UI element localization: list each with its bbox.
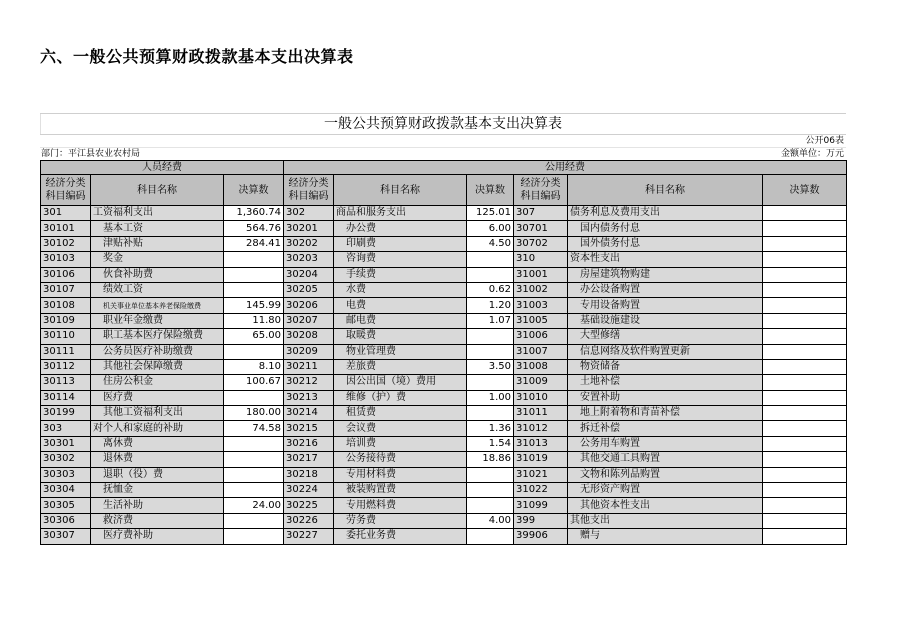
amount-cell (763, 252, 847, 267)
amount-cell: 1,360.74 (224, 206, 284, 221)
amount-cell: 1.36 (467, 421, 514, 436)
item-name-cell: 办公设备购置 (568, 282, 763, 297)
item-name-cell: 国外债务付息 (568, 236, 763, 251)
item-name-cell: 职业年金缴费 (91, 313, 224, 328)
economic-code-cell: 30112 (41, 359, 91, 374)
amount-cell: 18.86 (467, 452, 514, 467)
item-name-cell: 房屋建筑物购建 (568, 267, 763, 282)
col-code-1: 经济分类科目编码 (41, 175, 91, 206)
economic-code-cell: 30225 (284, 498, 334, 513)
item-name-cell: 会议费 (334, 421, 467, 436)
amount-cell (763, 298, 847, 313)
item-name-cell: 取暖费 (334, 329, 467, 344)
item-name-cell: 物业管理费 (334, 344, 467, 359)
amount-cell (763, 406, 847, 421)
item-name-cell: 机关事业单位基本养老保险缴费 (91, 298, 224, 313)
economic-code-cell: 30302 (41, 452, 91, 467)
economic-code-cell: 31013 (514, 436, 568, 451)
item-name-cell: 因公出国（境）费用 (334, 375, 467, 390)
economic-code-cell: 30106 (41, 267, 91, 282)
amount-cell (763, 467, 847, 482)
item-name-cell: 退职（役）费 (91, 467, 224, 482)
economic-code-cell: 30217 (284, 452, 334, 467)
economic-code-cell: 30209 (284, 344, 334, 359)
economic-code-cell: 310 (514, 252, 568, 267)
economic-code-cell: 30103 (41, 252, 91, 267)
economic-code-cell: 30301 (41, 436, 91, 451)
economic-code-cell: 31009 (514, 375, 568, 390)
economic-code-cell: 31010 (514, 390, 568, 405)
item-name-cell: 专用燃料费 (334, 498, 467, 513)
item-name-cell: 电费 (334, 298, 467, 313)
amount-cell (763, 375, 847, 390)
amount-cell (467, 529, 514, 544)
table-title: 一般公共预算财政拨款基本支出决算表 (324, 116, 562, 132)
item-name-cell: 信息网络及软件购置更新 (568, 344, 763, 359)
amount-cell (467, 498, 514, 513)
amount-cell: 100.67 (224, 375, 284, 390)
item-name-cell: 培训费 (334, 436, 467, 451)
amount-cell (763, 267, 847, 282)
item-name-cell: 差旅费 (334, 359, 467, 374)
economic-code-cell: 31022 (514, 483, 568, 498)
item-name-cell: 其他资本性支出 (568, 498, 763, 513)
amount-cell (763, 329, 847, 344)
item-name-cell: 抚恤金 (91, 483, 224, 498)
item-name-cell: 专用材料费 (334, 467, 467, 482)
table-row (41, 206, 847, 221)
item-name-cell: 安置补助 (568, 390, 763, 405)
economic-code-cell: 31002 (514, 282, 568, 297)
amount-cell (224, 452, 284, 467)
amount-cell (224, 436, 284, 451)
table-row (41, 483, 847, 498)
amount-cell (763, 313, 847, 328)
amount-cell (763, 452, 847, 467)
amount-cell (224, 529, 284, 544)
amount-cell (467, 329, 514, 344)
item-name-cell: 住房公积金 (91, 375, 224, 390)
economic-code-cell: 30307 (41, 529, 91, 544)
economic-code-cell: 30216 (284, 436, 334, 451)
amount-cell (467, 483, 514, 498)
item-name-cell: 伙食补助费 (91, 267, 224, 282)
item-name-cell: 离休费 (91, 436, 224, 451)
amount-cell: 1.00 (467, 390, 514, 405)
amount-cell (763, 529, 847, 544)
economic-code-cell: 30111 (41, 344, 91, 359)
economic-code-cell: 31005 (514, 313, 568, 328)
amount-cell (224, 282, 284, 297)
economic-code-cell: 30107 (41, 282, 91, 297)
item-name-cell: 印刷费 (334, 236, 467, 251)
table-row (41, 498, 847, 513)
amount-cell (224, 390, 284, 405)
table-row (41, 236, 847, 251)
amount-cell (763, 282, 847, 297)
col-amount-2: 决算数 (467, 175, 514, 206)
economic-code-cell: 31099 (514, 498, 568, 513)
item-name-cell: 对个人和家庭的补助 (91, 421, 224, 436)
economic-code-cell: 31011 (514, 406, 568, 421)
amount-cell: 74.58 (224, 421, 284, 436)
amount-cell: 1.54 (467, 436, 514, 451)
amount-cell (224, 344, 284, 359)
item-name-cell: 大型修缮 (568, 329, 763, 344)
economic-code-cell: 30211 (284, 359, 334, 374)
amount-cell: 4.00 (467, 513, 514, 528)
economic-code-cell: 303 (41, 421, 91, 436)
table-title-row (40, 113, 846, 135)
amount-cell (224, 467, 284, 482)
item-name-cell: 地上附着物和青苗补偿 (568, 406, 763, 421)
economic-code-cell: 30303 (41, 467, 91, 482)
table-row (41, 452, 847, 467)
amount-cell: 8.10 (224, 359, 284, 374)
amount-cell (763, 498, 847, 513)
item-name-cell: 绩效工资 (91, 282, 224, 297)
item-name-cell: 奖金 (91, 252, 224, 267)
col-amount-3: 决算数 (763, 175, 847, 206)
economic-code-cell: 30206 (284, 298, 334, 313)
item-name-cell: 其他支出 (568, 513, 763, 528)
economic-code-cell: 30207 (284, 313, 334, 328)
amount-cell (467, 267, 514, 282)
amount-cell: 0.62 (467, 282, 514, 297)
table-row (41, 313, 847, 328)
economic-code-cell: 30215 (284, 421, 334, 436)
department-row (40, 148, 846, 160)
item-name-cell: 物资储备 (568, 359, 763, 374)
economic-code-cell: 30227 (284, 529, 334, 544)
economic-code-cell: 30702 (514, 236, 568, 251)
table-row (41, 221, 847, 236)
item-name-cell: 文物和陈列品购置 (568, 467, 763, 482)
col-amount-1: 决算数 (224, 175, 284, 206)
table-body (41, 206, 847, 545)
economic-code-cell: 30306 (41, 513, 91, 528)
item-name-cell: 国内债务付息 (568, 221, 763, 236)
amount-cell: 564.76 (224, 221, 284, 236)
economic-code-cell: 307 (514, 206, 568, 221)
item-name-cell: 公务接待费 (334, 452, 467, 467)
group-header-row (41, 161, 847, 175)
table-row (41, 406, 847, 421)
economic-code-cell: 31006 (514, 329, 568, 344)
amount-cell (224, 267, 284, 282)
item-name-cell: 其他交通工具购置 (568, 452, 763, 467)
amount-cell (763, 390, 847, 405)
table-row (41, 375, 847, 390)
item-name-cell: 医疗费补助 (91, 529, 224, 544)
item-name-cell: 租赁费 (334, 406, 467, 421)
economic-code-cell: 30208 (284, 329, 334, 344)
economic-code-cell: 30113 (41, 375, 91, 390)
economic-code-cell: 30205 (284, 282, 334, 297)
item-name-cell: 拆迁补偿 (568, 421, 763, 436)
amount-cell (763, 421, 847, 436)
economic-code-cell: 30213 (284, 390, 334, 405)
table-row (41, 298, 847, 313)
amount-cell (763, 436, 847, 451)
col-code-2: 经济分类科目编码 (284, 175, 334, 206)
amount-cell (467, 375, 514, 390)
economic-code-cell: 30201 (284, 221, 334, 236)
item-name-cell: 退休费 (91, 452, 224, 467)
economic-code-cell: 30204 (284, 267, 334, 282)
economic-code-cell: 30226 (284, 513, 334, 528)
amount-cell (224, 483, 284, 498)
amount-cell: 11.80 (224, 313, 284, 328)
item-name-cell: 土地补偿 (568, 375, 763, 390)
item-name-cell: 工资福利支出 (91, 206, 224, 221)
economic-code-cell: 30199 (41, 406, 91, 421)
economic-code-cell: 30701 (514, 221, 568, 236)
economic-code-cell: 30305 (41, 498, 91, 513)
table-row (41, 359, 847, 374)
item-name-cell: 无形资产购置 (568, 483, 763, 498)
amount-cell (763, 359, 847, 374)
item-name-cell: 资本性支出 (568, 252, 763, 267)
amount-cell (224, 252, 284, 267)
economic-code-cell: 30110 (41, 329, 91, 344)
economic-code-cell: 30101 (41, 221, 91, 236)
economic-code-cell: 30304 (41, 483, 91, 498)
item-name-cell: 咨询费 (334, 252, 467, 267)
item-name-cell: 医疗费 (91, 390, 224, 405)
table-row (41, 529, 847, 544)
item-name-cell: 邮电费 (334, 313, 467, 328)
economic-code-cell: 31019 (514, 452, 568, 467)
economic-code-cell: 30224 (284, 483, 334, 498)
economic-code-cell: 30218 (284, 467, 334, 482)
col-name-3: 科目名称 (568, 175, 763, 206)
table-row (41, 267, 847, 282)
col-code-3: 经济分类科目编码 (514, 175, 568, 206)
item-name-cell: 生活补助 (91, 498, 224, 513)
table-row (41, 421, 847, 436)
economic-code-cell: 31012 (514, 421, 568, 436)
amount-cell: 125.01 (467, 206, 514, 221)
unit-label: 金额单位：万元 (780, 149, 844, 159)
economic-code-cell: 30202 (284, 236, 334, 251)
amount-cell: 1.07 (467, 313, 514, 328)
economic-code-cell: 30203 (284, 252, 334, 267)
form-code-row (40, 135, 846, 148)
item-name-cell: 其他工资福利支出 (91, 406, 224, 421)
amount-cell (763, 236, 847, 251)
economic-code-cell: 31008 (514, 359, 568, 374)
table-row (41, 329, 847, 344)
economic-code-cell: 31003 (514, 298, 568, 313)
amount-cell: 284.41 (224, 236, 284, 251)
economic-code-cell: 399 (514, 513, 568, 528)
item-name-cell: 被装购置费 (334, 483, 467, 498)
amount-cell (467, 467, 514, 482)
item-name-cell: 津贴补贴 (91, 236, 224, 251)
amount-cell (763, 206, 847, 221)
column-header-row (41, 175, 847, 206)
economic-code-cell: 302 (284, 206, 334, 221)
amount-cell: 4.50 (467, 236, 514, 251)
economic-code-cell: 301 (41, 206, 91, 221)
item-name-cell: 债务利息及费用支出 (568, 206, 763, 221)
item-name-cell: 委托业务费 (334, 529, 467, 544)
amount-cell: 1.20 (467, 298, 514, 313)
item-name-cell: 其他社会保障缴费 (91, 359, 224, 374)
table-row (41, 282, 847, 297)
amount-cell (224, 513, 284, 528)
amount-cell (467, 344, 514, 359)
amount-cell: 65.00 (224, 329, 284, 344)
economic-code-cell: 30212 (284, 375, 334, 390)
item-name-cell: 劳务费 (334, 513, 467, 528)
page-heading: 六、一般公共预算财政拨款基本支出决算表 (40, 47, 354, 66)
amount-cell (763, 513, 847, 528)
item-name-cell: 维修（护）费 (334, 390, 467, 405)
item-name-cell: 基本工资 (91, 221, 224, 236)
economic-code-cell: 31021 (514, 467, 568, 482)
item-name-cell: 赠与 (568, 529, 763, 544)
table-row (41, 390, 847, 405)
amount-cell (763, 221, 847, 236)
amount-cell (467, 252, 514, 267)
economic-code-cell: 30102 (41, 236, 91, 251)
amount-cell (763, 483, 847, 498)
amount-cell: 6.00 (467, 221, 514, 236)
item-name-cell: 专用设备购置 (568, 298, 763, 313)
table-row (41, 513, 847, 528)
economic-code-cell: 31001 (514, 267, 568, 282)
item-name-cell: 基础设施建设 (568, 313, 763, 328)
amount-cell (763, 344, 847, 359)
col-name-2: 科目名称 (334, 175, 467, 206)
table-row (41, 467, 847, 482)
col-name-1: 科目名称 (91, 175, 224, 206)
public-group-header: 公用经费 (284, 161, 847, 175)
table-row (41, 344, 847, 359)
item-name-cell: 职工基本医疗保险缴费 (91, 329, 224, 344)
expenditure-table (40, 160, 847, 545)
amount-cell: 24.00 (224, 498, 284, 513)
item-name-cell: 公务用车购置 (568, 436, 763, 451)
economic-code-cell: 30109 (41, 313, 91, 328)
department-label: 部门：平江县农业农村局 (41, 149, 141, 159)
economic-code-cell: 30108 (41, 298, 91, 313)
amount-cell: 180.00 (224, 406, 284, 421)
form-code: 公开06表 (805, 136, 844, 146)
economic-code-cell: 30114 (41, 390, 91, 405)
economic-code-cell: 30214 (284, 406, 334, 421)
item-name-cell: 水费 (334, 282, 467, 297)
item-name-cell: 办公费 (334, 221, 467, 236)
item-name-cell: 公务员医疗补助缴费 (91, 344, 224, 359)
spreadsheet (40, 113, 846, 545)
item-name-cell: 救济费 (91, 513, 224, 528)
amount-cell: 3.50 (467, 359, 514, 374)
table-row (41, 252, 847, 267)
economic-code-cell: 31007 (514, 344, 568, 359)
item-name-cell: 手续费 (334, 267, 467, 282)
personnel-group-header: 人员经费 (41, 161, 284, 175)
amount-cell (467, 406, 514, 421)
table-row (41, 436, 847, 451)
item-name-cell: 商品和服务支出 (334, 206, 467, 221)
amount-cell: 145.99 (224, 298, 284, 313)
economic-code-cell: 39906 (514, 529, 568, 544)
